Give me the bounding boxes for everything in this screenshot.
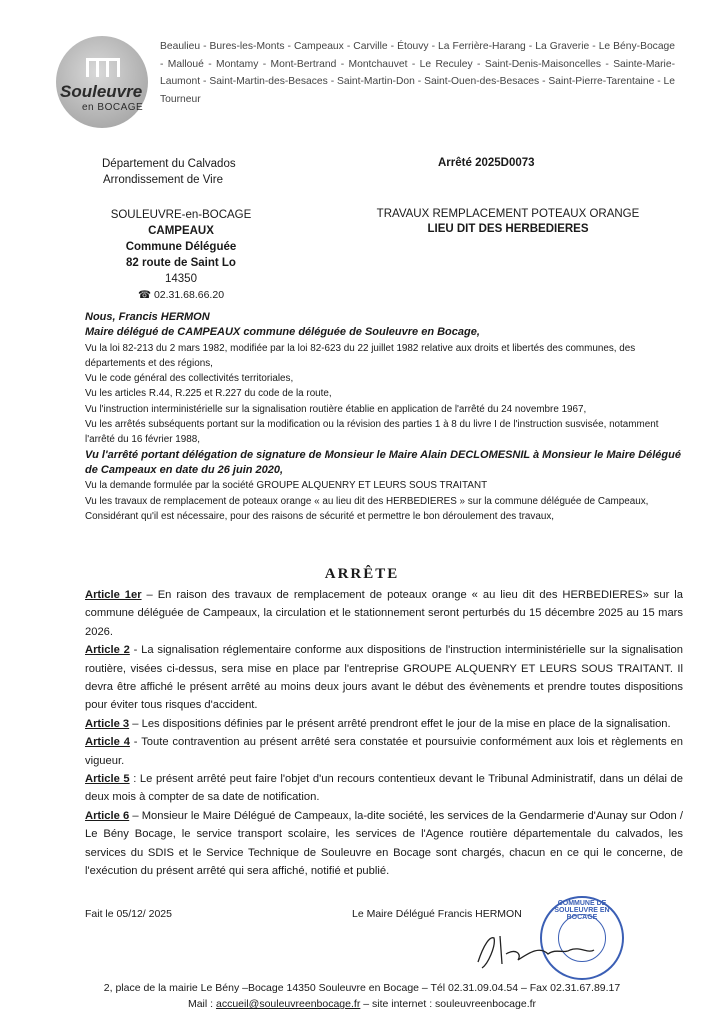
article-text: - Toute contravention au présent arrêté sera constatée et poursuivie conformément aux lois et règlements en vigueur. <box>85 736 683 767</box>
article-text: – En raison des travaux de remplacement de poteaux orange « au lieu dit des HERBEDIERES» sur la commune déléguée de Campeaux, la circulation et le stationnement seront perturbés du 15 décembre 2025 au 15 mars 2026. <box>85 589 683 638</box>
vu-line: Vu l'instruction interministérielle sur la signalisation routière établie en application de l'arrêté du 24 novembre 1967, <box>85 403 587 415</box>
travaux-subject <box>338 207 678 237</box>
footer-address: 2, place de la mairie Le Bény –Bocage 14350 Souleuvre en Bocage – Tél 02.31.09.04.54 – Fax 02.31.67.89.17 <box>103 982 621 994</box>
article-label: Article 1er <box>85 589 142 601</box>
stamp-text: COMMUNE DE SOULEUVRE EN BOCAGE <box>554 900 610 921</box>
article-4 <box>85 733 683 770</box>
considerant-line: Considérant qu'il est nécessaire, pour des raisons de sécurité et permettre le bon déroulement des travaux, <box>85 510 555 522</box>
departement: Département du Calvados <box>102 158 236 170</box>
signatory: Le Maire Délégué Francis HERMON <box>352 908 522 920</box>
vu-line: Vu la loi 82-213 du 2 mars 1982, modifiée par la loi 82-623 du 22 juillet 1982 relative aux droits et libertés des communes, des départements et des régions, <box>85 342 636 369</box>
travaux-line1: TRAVAUX REMPLACEMENT POTEAUX ORANGE <box>376 208 640 220</box>
vu-line: Vu les arrêtés subséquents portant sur la modification ou la révision des parties 1 à 8 du livre I de l'instruction susvisée, notamment l'arrêté du 16 février 1988, <box>85 419 659 446</box>
article-5 <box>85 770 683 807</box>
article-2 <box>85 641 683 715</box>
vu-line: Vu le code général des collectivités territoriales, <box>85 373 294 385</box>
vu-line: Vu les articles R.44, R.225 et R.227 du code de la route, <box>85 388 332 400</box>
article-label: Article 4 <box>85 736 130 749</box>
mail-link[interactable]: accueil@souleuvreenbocage.fr <box>215 998 361 1010</box>
footer-contact <box>0 998 724 1010</box>
article-6 <box>85 807 683 881</box>
preamble <box>85 310 683 524</box>
article-text: - La signalisation réglementaire conforme aux dispositions de l'instruction interministérielle sur la signalisation routière, visées ci-dessus, sera mise en place par l'entreprise GROUPE ALQUENRY ET LEURS SOUS TRAITANT. Il devra être affiché le présent arrêté au moins deux jours avant le début des évènements et prendre toutes dispositions pour éviter tous risques d'accident. <box>85 644 683 712</box>
article-label: Article 5 <box>85 773 130 786</box>
communes-list: Beaulieu - Bures-les-Monts - Campeaux - Carville - Étouvy - La Ferrière-Harang - La Graverie - Le Bény-Bocage - Malloué - Montamy - Mont-Bertrand - Montchauvet - Le Reculey - Saint-Denis-Maisoncelles - Sainte-Marie-Laumont - Saint-Martin-des-Besaces - Saint-Martin-Don - Saint-Ouen-des-Besaces - Saint-Pierre-Tarentaine - Le Tourneur <box>160 41 675 105</box>
nous-line: Nous, Francis HERMON <box>85 311 210 323</box>
article-1 <box>85 586 683 641</box>
article-label: Article 6 <box>85 809 130 822</box>
logo-text-main: Souleuvre <box>60 82 143 101</box>
arrete-title: ARRÊTE <box>324 566 400 582</box>
commune-name: SOULEUVRE-en-BOCAGE <box>110 209 252 221</box>
article-text: – Monsieur le Maire Délégué de Campeaux, la-dite société, les services de la Gendarmerie d'Aunay sur Odon / Le Bény Bocage, le service transport scolaire, les services de l'Agence routière départementale du calvados, les services du SDIS et le Service Technique de Souleuvre en Bocage sont chargés, chacun en ce qui le concerne, de l'exécution du présent arrêté qui sera affiché, notifié et publié. <box>85 809 684 878</box>
article-text: : Le présent arrêté peut faire l'objet d'un recours contentieux devant le Tribunal Administratif, dans un délai de deux mois à compter de sa date de notification. <box>85 773 683 804</box>
article-label: Article 2 <box>85 644 130 657</box>
signature-icon <box>470 924 600 974</box>
vu-delegation-line: Vu l'arrêté portant délégation de signature de Monsieur le Maire Alain DECLOMESNIL à Monsieur le Maire Délégué de Campeaux en date du 26 juin 2020, <box>85 448 681 476</box>
site-text: – site internet : souleuvreenbocage.fr <box>360 998 537 1010</box>
commune-address: 82 route de Saint Lo <box>126 257 236 269</box>
commune-delegated-name: CAMPEAUX <box>148 225 214 237</box>
commune-postcode: 14350 <box>165 273 197 285</box>
souleuvre-logo <box>56 36 148 128</box>
commune-status: Commune Déléguée <box>125 241 237 253</box>
vu-line: Vu les travaux de remplacement de poteaux orange « au lieu dit des HERBEDIERES » sur la commune déléguée de Campeaux, <box>85 495 649 507</box>
arrondissement: Arrondissement de Vire <box>103 174 223 186</box>
commune-phone: ☎ 02.31.68.66.20 <box>137 289 225 301</box>
maire-line: Maire délégué de CAMPEAUX commune déléguée de Souleuvre en Bocage, <box>85 326 480 339</box>
date-signed: Fait le 05/12/ 2025 <box>85 908 172 920</box>
mail-label: Mail : <box>187 998 216 1010</box>
vu-line: Vu la demande formulée par la société GROUPE ALQUENRY ET LEURS SOUS TRAITANT <box>85 480 488 492</box>
article-label: Article 3 <box>85 717 130 730</box>
article-3 <box>85 715 683 733</box>
commune-block <box>96 207 266 303</box>
logo-bars-icon <box>86 58 120 79</box>
travaux-line2: LIEU DIT DES HERBEDIERES <box>427 223 589 235</box>
logo-text-sub: en BOCAGE <box>82 102 144 113</box>
arrete-number: Arrêté 2025D0073 <box>438 157 535 169</box>
article-text: – Les dispositions définies par le présent arrêté prendront effet le jour de la mise en place de la signalisation. <box>129 717 671 730</box>
articles <box>85 586 683 881</box>
